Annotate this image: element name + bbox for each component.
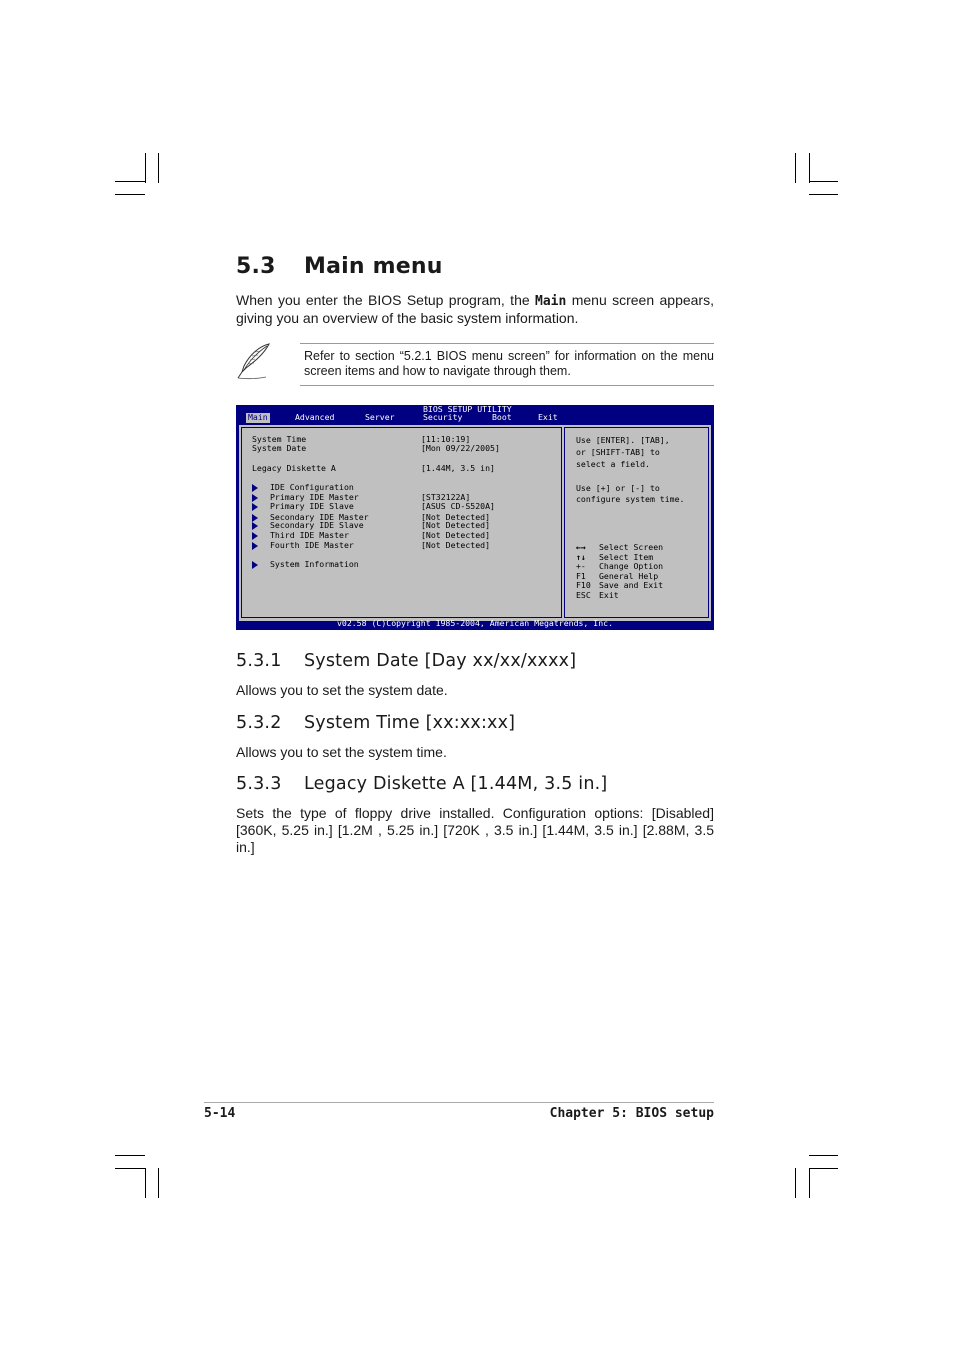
bios-value-fourth-master: [Not Detected] [421, 540, 491, 550]
bios-title: BIOS SETUP UTILITY [423, 404, 512, 414]
bios-tab-main[interactable]: Main [248, 412, 268, 422]
bios-tab-advanced[interactable]: Advanced [295, 412, 335, 422]
bios-value-third-master: [Not Detected] [421, 530, 491, 540]
intro-paragraph: When you enter the BIOS Setup program, the Main menu screen appears, giving you an overview of the basic system information. [236, 292, 714, 326]
bios-key-action: Change Option [599, 561, 664, 571]
main-keyword: Main [535, 294, 567, 309]
subsection-text: Allows you to set the system date. [236, 682, 448, 698]
bios-key-action: Select Item [599, 552, 654, 562]
bios-tab-exit[interactable]: Exit [538, 412, 558, 422]
bios-submenu-third-master[interactable]: Third IDE Master [270, 530, 349, 540]
bios-key: ESC [576, 590, 591, 600]
bios-panel [239, 425, 711, 621]
bios-help-line: or [SHIFT-TAB] to [576, 447, 660, 457]
bios-value-secondary-slave: [Not Detected] [421, 520, 491, 530]
bios-screen [236, 405, 714, 630]
bios-help-line: select a field. [576, 459, 650, 469]
bios-value-secondary-master: [Not Detected] [421, 512, 491, 522]
note-top-rule [300, 343, 714, 344]
bios-value-legacy-diskette[interactable]: [1.44M, 3.5 in] [421, 463, 495, 473]
subsection-heading: 5.3.1 System Date [Day xx/xx/xxxx] [236, 651, 577, 671]
submenu-arrow-icon [252, 514, 258, 522]
submenu-arrow-icon [252, 561, 258, 569]
section-heading [236, 254, 443, 279]
bios-tab-boot[interactable]: Boot [492, 412, 512, 422]
note-text: Refer to section “5.2.1 BIOS menu screen” for information on the menu screen items and how to navigate through them. [304, 349, 714, 378]
bios-item-legacy-diskette[interactable]: Legacy Diskette A [252, 463, 336, 473]
subsection-text: Sets the type of floppy drive installed. Configuration options: [Disabled] [360K, 5.25 in.] [1.2M , 5.25 in.] [720K , 3.5 in.] [1.44M, 3.5 in.] [2.88M, 3.5 in.] [236, 805, 714, 855]
submenu-arrow-icon [252, 503, 258, 511]
quill-pen-icon [236, 342, 272, 380]
bios-tab-server[interactable]: Server [365, 412, 395, 422]
bios-value-primary-master: [ST32122A] [421, 492, 471, 502]
bios-key-action: General Help [599, 571, 659, 581]
bios-submenu-primary-master[interactable]: Primary IDE Master [270, 492, 359, 502]
submenu-arrow-icon [252, 484, 258, 492]
left-right-arrow-icon: ←→ [576, 542, 586, 552]
bios-help-line: configure system time. [576, 494, 685, 504]
bios-item-system-date[interactable]: System Date [252, 443, 307, 453]
bios-key-action: Select Screen [599, 542, 664, 552]
bios-value-system-date[interactable]: [Mon 09/22/2005] [421, 443, 500, 453]
bios-submenu-secondary-slave[interactable]: Secondary IDE Slave [270, 520, 364, 530]
bios-value-system-time[interactable]: [11:10:19] [421, 434, 471, 444]
bios-submenu-system-info[interactable]: System Information [270, 559, 359, 569]
bios-key: +- [576, 561, 586, 571]
submenu-arrow-icon [252, 532, 258, 540]
up-down-arrow-icon: ↑↓ [576, 552, 586, 562]
subsection-heading: 5.3.2 System Time [xx:xx:xx] [236, 713, 516, 733]
submenu-arrow-icon [252, 542, 258, 550]
note-bottom-rule [300, 385, 714, 386]
bios-copyright: v02.58 (C)Copyright 1985-2004, American Megatrends, Inc. [336, 618, 614, 628]
bios-value-primary-slave: [ASUS CD-S520A] [421, 501, 495, 511]
bios-submenu-fourth-master[interactable]: Fourth IDE Master [270, 540, 354, 550]
footer-rule [204, 1102, 714, 1103]
bios-tab-security[interactable]: Security [423, 412, 463, 422]
section-number: 5.3 [236, 254, 276, 279]
bios-submenu-primary-slave[interactable]: Primary IDE Slave [270, 501, 354, 511]
bios-help-line: Use [+] or [-] to [576, 483, 660, 493]
chapter-title: Chapter 5: BIOS setup [549, 1106, 714, 1121]
subsection-heading: 5.3.3 Legacy Diskette A [1.44M, 3.5 in.] [236, 774, 608, 794]
bios-key-action: Save and Exit [599, 580, 664, 590]
section-title: Main menu [304, 254, 443, 279]
bios-submenu-ide-config[interactable]: IDE Configuration [270, 482, 354, 492]
bios-submenu-secondary-master[interactable]: Secondary IDE Master [270, 512, 369, 522]
bios-key: F10 [576, 580, 591, 590]
submenu-arrow-icon [252, 494, 258, 502]
submenu-arrow-icon [252, 522, 258, 530]
bios-item-system-time[interactable]: System Time [252, 434, 307, 444]
page-number: 5-14 [204, 1106, 236, 1121]
subsection-text: Allows you to set the system time. [236, 744, 447, 760]
bios-key-action: Exit [599, 590, 619, 600]
bios-key: F1 [576, 571, 586, 581]
bios-help-line: Use [ENTER]. [TAB], [576, 435, 670, 445]
